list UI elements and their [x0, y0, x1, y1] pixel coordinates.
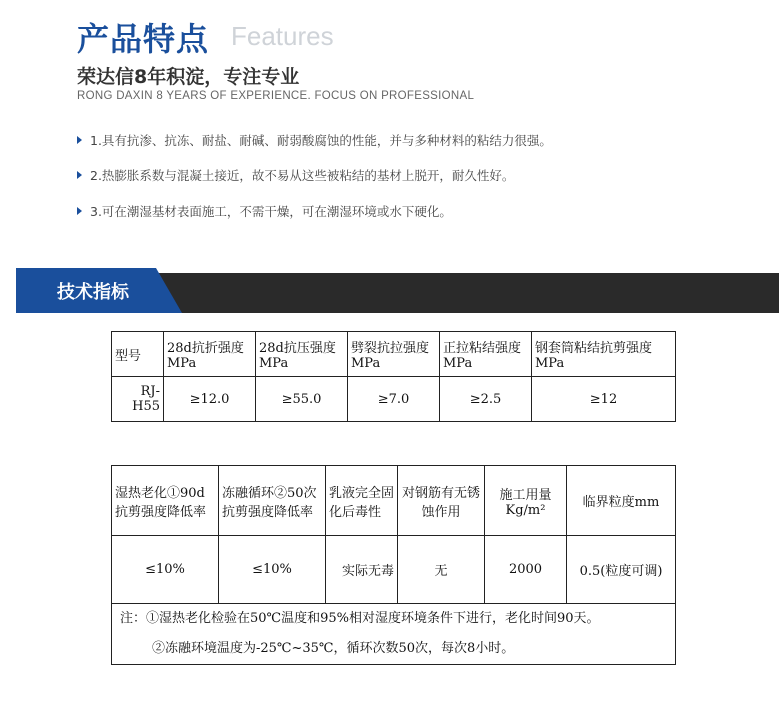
- table-cell: ≥7.0: [348, 377, 440, 422]
- table-cell: 0.5(粒度可调): [567, 536, 676, 604]
- table-cell: ≥55.0: [256, 377, 348, 422]
- table-cell: ≥12: [532, 377, 676, 422]
- table-header-cell: 湿热老化①90d抗剪强度降低率: [112, 466, 219, 536]
- table-cell: 无: [398, 536, 485, 604]
- table-header-cell: 28d抗折强度 MPa: [164, 332, 256, 377]
- feature-text: 1.具有抗渗、抗冻、耐盐、耐碱、耐弱酸腐蚀的性能，并与多种材料的粘结力很强。: [90, 133, 552, 148]
- table-cell: ≤10%: [219, 536, 326, 604]
- section-title: 技术指标: [57, 282, 129, 303]
- table-cell: RJ-H55: [112, 377, 164, 422]
- table-cell: 实际无毒: [326, 536, 398, 604]
- feature-item: [77, 131, 552, 149]
- table-row: [112, 536, 676, 604]
- note-line: 注：①湿热老化检验在50℃温度和95%相对湿度环境条件下进行，老化时间90天。: [120, 611, 600, 626]
- subtitle-en: RONG DAXIN 8 YEARS OF EXPERIENCE. FOCUS ON PROFESSIONAL: [77, 90, 475, 102]
- feature-text: 3.可在潮湿基材表面施工，不需干燥，可在潮湿环境或水下硬化。: [90, 204, 452, 219]
- table-header-cell: 正拉粘结强度 MPa: [440, 332, 532, 377]
- table-cell: ≥12.0: [164, 377, 256, 422]
- page-title-en: Features: [231, 21, 334, 51]
- spec-table-1: [111, 331, 676, 422]
- feature-text: 2.热膨胀系数与混凝土接近，故不易从这些被粘结的基材上脱开，耐久性好。: [90, 168, 515, 183]
- table-header-cell: 对钢筋有无锈蚀作用: [398, 466, 485, 536]
- triangle-bullet-icon: [77, 207, 82, 215]
- triangle-bullet-icon: [77, 136, 82, 144]
- table-cell: ≤10%: [112, 536, 219, 604]
- feature-item: [77, 202, 452, 220]
- table-header-cell: 冻融循环②50次抗剪强度降低率: [219, 466, 326, 536]
- subtitle: 荣达信8年积淀，专注专业: [77, 66, 300, 88]
- table-notes-row: [112, 604, 676, 665]
- table-header-row: [112, 332, 676, 377]
- triangle-bullet-icon: [77, 171, 82, 179]
- table-cell: 2000: [485, 536, 567, 604]
- note-line: ②冻融环境温度为-25℃~35℃，循环次数50次，每次8小时。: [152, 641, 515, 656]
- spec-table-2: [111, 465, 676, 665]
- page-title: 产品特点: [77, 20, 210, 58]
- table-cell: ≥2.5: [440, 377, 532, 422]
- table-row: [112, 377, 676, 422]
- table-header-cell: 施工用量Kg/m²: [485, 466, 567, 536]
- table-header-cell: 钢套筒粘结抗剪强度 MPa: [532, 332, 676, 377]
- table-header-row: [112, 466, 676, 536]
- table-header-cell: 劈裂抗拉强度 MPa: [348, 332, 440, 377]
- table-header-cell: 28d抗压强度 MPa: [256, 332, 348, 377]
- table-header-cell: 型号: [112, 332, 164, 377]
- table-notes: [112, 604, 676, 665]
- feature-item: [77, 166, 514, 184]
- table-header-cell: 乳液完全固化后毒性: [326, 466, 398, 536]
- table-header-cell: 临界粒度mm: [567, 466, 676, 536]
